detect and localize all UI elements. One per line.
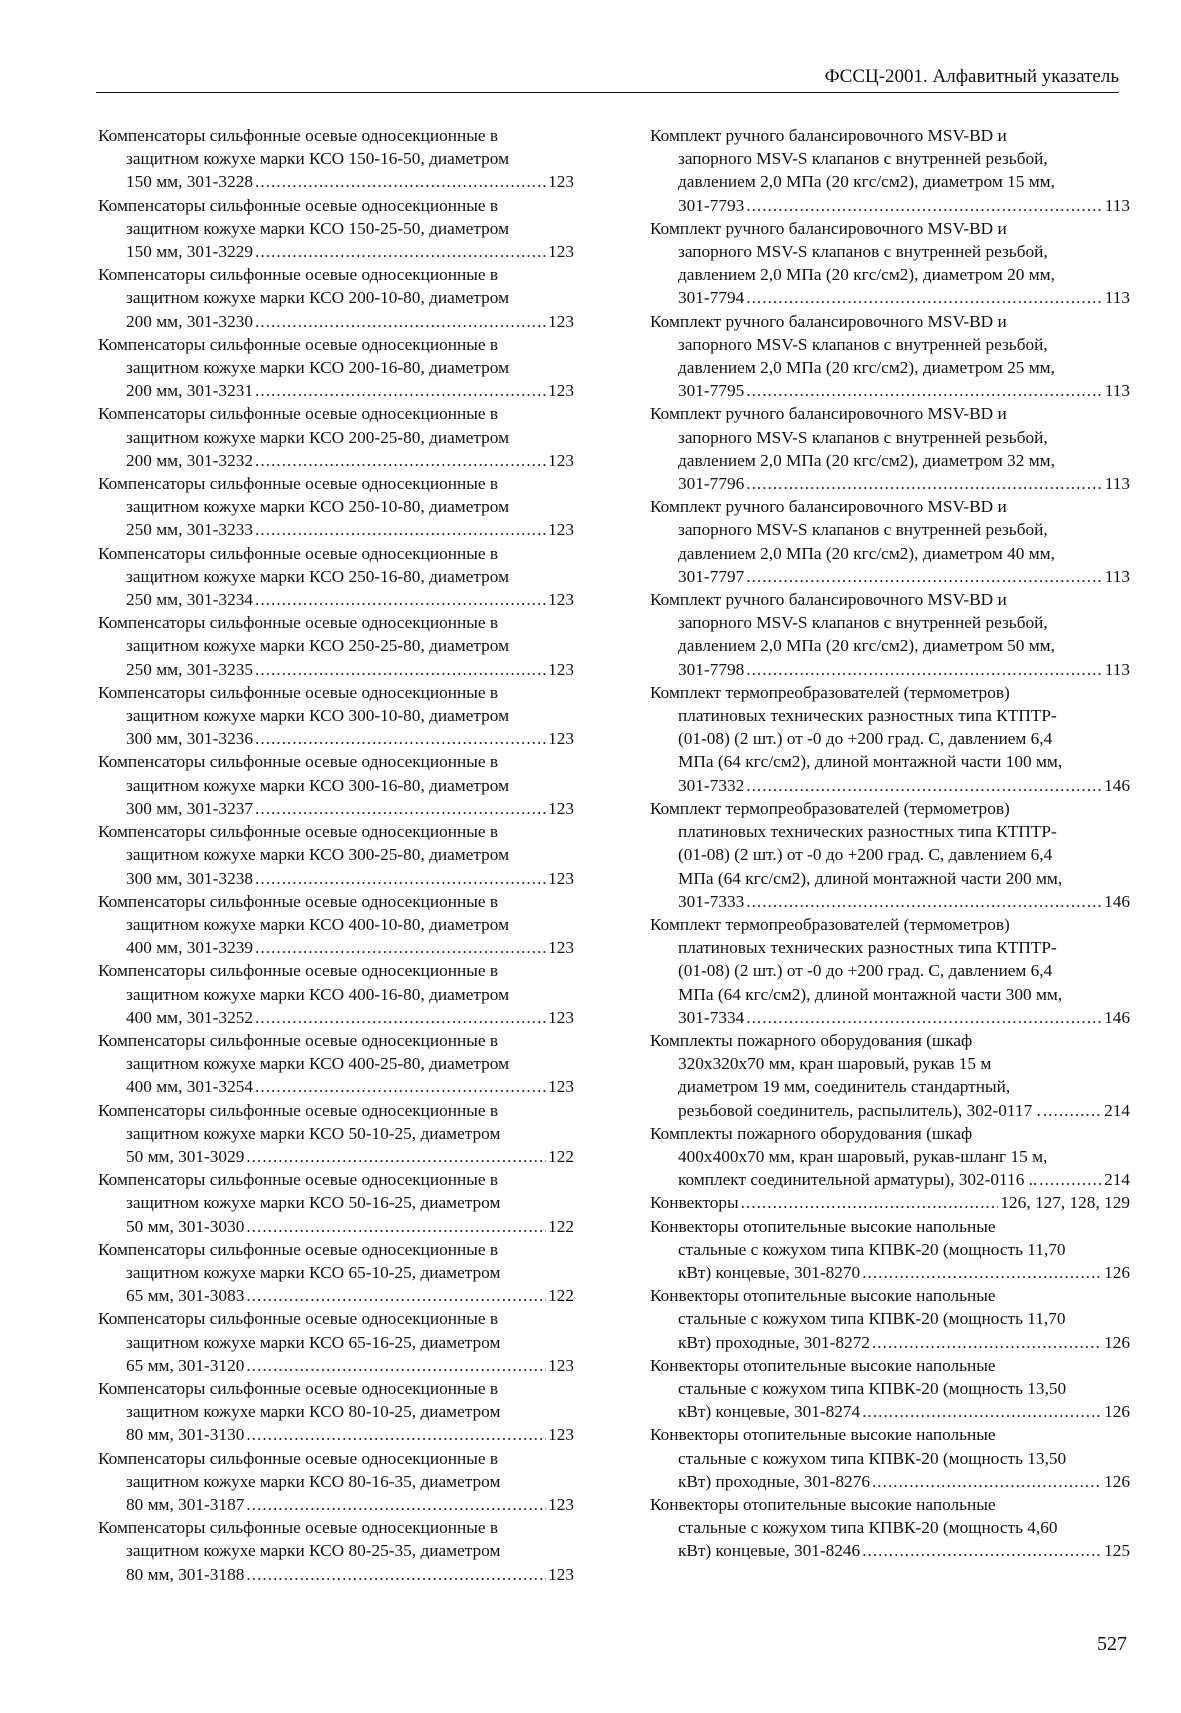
index-entry — [98, 1516, 574, 1586]
index-entry-last-line — [98, 727, 574, 750]
index-entry — [98, 1238, 574, 1308]
index-page-ref: 113 — [1104, 659, 1130, 679]
index-entry-line: Комплект ручного балансировочного MSV-BD и — [650, 218, 1007, 238]
index-entry-line: запорного MSV-S клапанов с внутренней резьбой, — [678, 427, 1048, 447]
index-entry-last-line — [650, 286, 1130, 309]
dot-leader — [255, 518, 546, 541]
dot-leader — [255, 1006, 546, 1029]
index-entry — [98, 472, 574, 542]
index-entry — [650, 1029, 1130, 1122]
index-entry — [650, 1191, 1130, 1214]
index-entry-line: платиновых технических разностных типа КТПТР- — [678, 938, 1057, 958]
index-entry-line: (01-08) (2 шт.) от -0 до +200 град. С, давлением 6,4 — [678, 845, 1053, 865]
index-entry-text: 300 мм, 301-3236 — [126, 729, 253, 749]
running-header — [96, 64, 1119, 93]
index-entry-text: 400 мм, 301-3254 — [126, 1077, 253, 1097]
dot-leader — [746, 1006, 1102, 1029]
index-entry-line: Комплект ручного балансировочного MSV-BD и — [650, 590, 1007, 610]
index-entry-last-line — [650, 1006, 1130, 1029]
index-entry-line: Компенсаторы сильфонные осевые односекционные в — [98, 474, 499, 494]
index-entry-line: защитном кожухе марки КСО 50-10-25, диаметром — [126, 1123, 501, 1143]
index-entry-line: запорного MSV-S клапанов с внутренней резьбой, — [678, 613, 1048, 633]
index-page-ref: 113 — [1104, 195, 1130, 215]
index-entry-text: Конвекторы — [650, 1193, 739, 1213]
index-entry-text: 301-7332 — [678, 775, 745, 795]
index-entry-line: Компенсаторы сильфонные осевые односекционные в — [98, 822, 499, 842]
index-entry-last-line — [98, 170, 574, 193]
index-entry-line: Компенсаторы сильфонные осевые односекционные в — [98, 1170, 499, 1190]
index-entry-line: стальные с кожухом типа КПВК-20 (мощность 13,50 — [678, 1378, 1067, 1398]
index-page-ref: 122 — [548, 1216, 574, 1236]
index-entry-last-line — [98, 379, 574, 402]
index-entry-line: защитном кожухе марки КСО 200-16-80, диаметром — [126, 358, 510, 378]
index-entry-line: давлением 2,0 МПа (20 кгс/см2), диаметром 50 мм, — [678, 636, 1055, 656]
index-entry-line: запорного MSV-S клапанов с внутренней резьбой, — [678, 520, 1048, 540]
index-entry-line: Компенсаторы сильфонные осевые односекционные в — [98, 961, 499, 981]
index-entry-line: Конвекторы отопительные высокие напольные — [650, 1216, 996, 1236]
index-entry-line: стальные с кожухом типа КПВК-20 (мощность 11,70 — [678, 1239, 1066, 1259]
index-entry-text: кВт) концевые, 301-8274 — [678, 1402, 861, 1422]
index-entry-line: (01-08) (2 шт.) от -0 до +200 град. С, давлением 6,4 — [678, 729, 1053, 749]
index-entry-last-line — [98, 1493, 574, 1516]
index-entry-line: Комплекты пожарного оборудования (шкаф — [650, 1123, 973, 1143]
dot-leader — [741, 1191, 999, 1214]
index-column-left — [98, 124, 574, 1586]
index-entry-line: защитном кожухе марки КСО 200-10-80, диаметром — [126, 288, 510, 308]
index-entry — [98, 124, 574, 194]
index-entry-line: защитном кожухе марки КСО 80-25-35, диаметром — [126, 1541, 501, 1561]
index-entry-text: 50 мм, 301-3029 — [126, 1146, 245, 1166]
index-entry-line: защитном кожухе марки КСО 80-10-25, диаметром — [126, 1402, 501, 1422]
index-entry — [98, 542, 574, 612]
index-entry — [98, 1029, 574, 1099]
dot-leader — [746, 286, 1102, 309]
dot-leader — [246, 1145, 546, 1168]
index-entry-last-line — [98, 518, 574, 541]
index-entry-text: 80 мм, 301-3130 — [126, 1425, 245, 1445]
index-entry — [98, 1377, 574, 1447]
index-entry-last-line — [98, 1215, 574, 1238]
index-entry-line: Компенсаторы сильфонные осевые односекционные в — [98, 334, 499, 354]
index-entry — [98, 402, 574, 472]
index-page-ref: 125 — [1104, 1541, 1130, 1561]
index-entry — [650, 217, 1130, 310]
index-entry — [650, 588, 1130, 681]
dot-leader — [746, 565, 1102, 588]
index-entry-text: 65 мм, 301-3083 — [126, 1286, 245, 1306]
index-entry-last-line — [650, 379, 1130, 402]
dot-leader — [246, 1563, 546, 1586]
index-page-ref: 214 — [1104, 1170, 1130, 1190]
index-page-ref: 126, 127, 128, 129 — [1000, 1193, 1130, 1213]
index-entry-text: кВт) проходные, 301-8272 — [678, 1332, 870, 1352]
index-entry — [98, 263, 574, 333]
index-page-ref: 113 — [1104, 566, 1130, 586]
index-entry-last-line — [650, 1099, 1130, 1122]
index-entry-line: Компенсаторы сильфонные осевые односекционные в — [98, 1518, 499, 1538]
dot-leader — [862, 1400, 1102, 1423]
index-entry-line: защитном кожухе марки КСО 250-16-80, диаметром — [126, 566, 510, 586]
index-page-ref: 146 — [1104, 1007, 1130, 1027]
index-entry — [98, 1307, 574, 1377]
index-entry-last-line — [650, 1191, 1130, 1214]
index-entry-line: запорного MSV-S клапанов с внутренней резьбой, — [678, 334, 1048, 354]
index-entry-line: Конвекторы отопительные высокие напольные — [650, 1286, 996, 1306]
index-entry-line: запорного MSV-S клапанов с внутренней резьбой, — [678, 149, 1048, 169]
index-entry-line: защитном кожухе марки КСО 250-10-80, диаметром — [126, 497, 510, 517]
index-entry-line: защитном кожухе марки КСО 400-16-80, диаметром — [126, 984, 510, 1004]
index-entry-last-line — [98, 240, 574, 263]
index-page-ref: 123 — [548, 1007, 574, 1027]
index-entry-line: Компенсаторы сильфонные осевые односекционные в — [98, 1239, 499, 1259]
index-entry-line: Конвекторы отопительные высокие напольные — [650, 1425, 996, 1445]
index-page-ref: 146 — [1104, 775, 1130, 795]
dot-leader — [1039, 1168, 1102, 1191]
index-entry-text: 200 мм, 301-3232 — [126, 450, 253, 470]
index-entry-line: Комплект ручного балансировочного MSV-BD и — [650, 497, 1007, 517]
dot-leader — [255, 240, 546, 263]
index-entry-last-line — [650, 1261, 1130, 1284]
index-entry-line: защитном кожухе марки КСО 400-25-80, диаметром — [126, 1054, 510, 1074]
index-entry-line: запорного MSV-S клапанов с внутренней резьбой, — [678, 242, 1048, 262]
index-entry-line: защитном кожухе марки КСО 300-25-80, диаметром — [126, 845, 510, 865]
index-entry-last-line — [98, 867, 574, 890]
index-entry-text: 200 мм, 301-3231 — [126, 381, 253, 401]
index-entry-line: давлением 2,0 МПа (20 кгс/см2), диаметром 32 мм, — [678, 450, 1055, 470]
index-entry-line: защитном кожухе марки КСО 80-16-35, диаметром — [126, 1471, 501, 1491]
index-entry-text: 250 мм, 301-3233 — [126, 520, 253, 540]
index-page-ref: 113 — [1104, 474, 1130, 494]
index-entry-line: стальные с кожухом типа КПВК-20 (мощность 4,60 — [678, 1518, 1058, 1538]
index-entry-text: 301-7793 — [678, 195, 745, 215]
index-entry-last-line — [98, 1423, 574, 1446]
index-page-ref: 123 — [548, 450, 574, 470]
index-page-ref: 146 — [1104, 891, 1130, 911]
index-entry-last-line — [650, 1331, 1130, 1354]
index-page-ref: 123 — [548, 1077, 574, 1097]
index-entry — [650, 402, 1130, 495]
index-entry-line: Комплект термопреобразователей (термометров) — [650, 798, 1010, 818]
index-entry-last-line — [98, 1006, 574, 1029]
index-entry — [650, 1423, 1130, 1493]
dot-leader — [255, 658, 546, 681]
index-entry-line: давлением 2,0 МПа (20 кгс/см2), диаметром 40 мм, — [678, 543, 1055, 563]
index-page-ref: 126 — [1104, 1262, 1130, 1282]
index-entry-line: стальные с кожухом типа КПВК-20 (мощность 13,50 — [678, 1448, 1067, 1468]
index-entry-line: Комплект ручного балансировочного MSV-BD и — [650, 311, 1007, 331]
index-entry-line: Комплекты пожарного оборудования (шкаф — [650, 1030, 973, 1050]
index-entry-line: МПа (64 кгс/см2), длиной монтажной части 300 мм, — [678, 984, 1063, 1004]
index-entry-line: защитном кожухе марки КСО 65-16-25, диаметром — [126, 1332, 501, 1352]
index-entry-line: Комплект термопреобразователей (термометров) — [650, 914, 1010, 934]
index-entry-line: Комплект термопреобразователей (термометров) — [650, 682, 1010, 702]
dot-leader — [872, 1470, 1102, 1493]
index-entry-last-line — [98, 1563, 574, 1586]
index-page-ref: 123 — [548, 1355, 574, 1375]
index-entry-last-line — [98, 936, 574, 959]
index-entry-text: 80 мм, 301-3187 — [126, 1494, 245, 1514]
index-entry — [650, 495, 1130, 588]
index-entry — [98, 194, 574, 264]
index-entry — [98, 1099, 574, 1169]
dot-leader — [872, 1331, 1102, 1354]
dot-leader — [255, 867, 546, 890]
dot-leader — [746, 472, 1102, 495]
dot-leader — [246, 1215, 546, 1238]
index-entry-text: комплект соединительной арматуры), 302-0116 .. — [678, 1170, 1038, 1190]
dot-leader — [862, 1261, 1102, 1284]
index-entry — [98, 611, 574, 681]
index-entry-last-line — [98, 1284, 574, 1307]
index-entry — [650, 1493, 1130, 1563]
index-entry-line: Конвекторы отопительные высокие напольные — [650, 1355, 996, 1375]
index-column-right — [650, 124, 1130, 1563]
index-page-ref: 123 — [548, 868, 574, 888]
index-entry-line: диаметром 19 мм, соединитель стандартный, — [678, 1077, 1011, 1097]
index-entry-last-line — [98, 658, 574, 681]
index-entry-line: Компенсаторы сильфонные осевые односекционные в — [98, 195, 499, 215]
index-entry-line: Компенсаторы сильфонные осевые односекционные в — [98, 126, 499, 145]
index-entry-text: 150 мм, 301-3229 — [126, 242, 253, 262]
dot-leader — [255, 310, 546, 333]
index-entry-text: кВт) концевые, 301-8270 — [678, 1262, 861, 1282]
index-entry-text: кВт) концевые, 301-8246 — [678, 1541, 861, 1561]
index-page-ref: 123 — [548, 590, 574, 610]
dot-leader — [746, 658, 1102, 681]
index-entry-last-line — [650, 658, 1130, 681]
index-entry-line: платиновых технических разностных типа КТПТР- — [678, 822, 1057, 842]
index-entry-line: давлением 2,0 МПа (20 кгс/см2), диаметром 20 мм, — [678, 265, 1055, 285]
dot-leader — [255, 1075, 546, 1098]
index-page-ref: 113 — [1104, 288, 1130, 308]
index-entry-text: 250 мм, 301-3235 — [126, 659, 253, 679]
index-entry-text: 150 мм, 301-3228 — [126, 172, 253, 192]
index-entry-text: 400 мм, 301-3239 — [126, 938, 253, 958]
index-page-ref: 123 — [548, 1425, 574, 1445]
index-entry-text: резьбовой соединитель, распылитель), 302-0117 . — [678, 1100, 1041, 1120]
index-entry-text: 250 мм, 301-3234 — [126, 590, 253, 610]
index-entry-line: защитном кожухе марки КСО 65-10-25, диаметром — [126, 1262, 501, 1282]
index-entry-text: 301-7797 — [678, 566, 745, 586]
index-page-ref: 123 — [548, 1564, 574, 1584]
index-entry-line: защитном кожухе марки КСО 200-25-80, диаметром — [126, 427, 510, 447]
index-entry-line: Компенсаторы сильфонные осевые односекционные в — [98, 1378, 499, 1398]
index-page-ref: 123 — [548, 1494, 574, 1514]
index-entry-text: 80 мм, 301-3188 — [126, 1564, 245, 1584]
index-entry-last-line — [98, 1075, 574, 1098]
index-entry-text: 200 мм, 301-3230 — [126, 311, 253, 331]
index-entry-line: Конвекторы отопительные высокие напольные — [650, 1494, 996, 1514]
page-number: 527 — [1097, 1633, 1127, 1655]
index-entry-last-line — [650, 1539, 1130, 1562]
index-entry-text: 301-7794 — [678, 288, 745, 308]
dot-leader — [246, 1354, 546, 1377]
dot-leader — [255, 727, 546, 750]
dot-leader — [255, 797, 546, 820]
dot-leader — [246, 1284, 546, 1307]
index-entry-last-line — [650, 1400, 1130, 1423]
dot-leader — [255, 170, 546, 193]
index-entry-line: защитном кожухе марки КСО 50-16-25, диаметром — [126, 1193, 501, 1213]
dot-leader — [255, 449, 546, 472]
index-entry-line: Комплект ручного балансировочного MSV-BD и — [650, 404, 1007, 424]
index-entry-line: давлением 2,0 МПа (20 кгс/см2), диаметром 25 мм, — [678, 358, 1055, 378]
index-entry — [98, 1168, 574, 1238]
dot-leader — [746, 379, 1102, 402]
index-entry-line: Компенсаторы сильфонные осевые односекционные в — [98, 1448, 499, 1468]
index-entry-line: Компенсаторы сильфонные осевые односекционные в — [98, 752, 499, 772]
index-entry-last-line — [98, 449, 574, 472]
header-title: ФССЦ-2001. Алфавитный указатель — [824, 66, 1119, 87]
dot-leader — [746, 774, 1102, 797]
dot-leader — [255, 379, 546, 402]
index-entry-line: МПа (64 кгс/см2), длиной монтажной части 100 мм, — [678, 752, 1063, 772]
index-entry-line: защитном кожухе марки КСО 300-10-80, диаметром — [126, 706, 510, 726]
index-entry-line: Компенсаторы сильфонные осевые односекционные в — [98, 613, 499, 633]
index-entry-line: защитном кожухе марки КСО 300-16-80, диаметром — [126, 775, 510, 795]
dot-leader — [255, 588, 546, 611]
index-entry-text: 65 мм, 301-3120 — [126, 1355, 245, 1375]
index-entry-text: 301-7796 — [678, 474, 745, 494]
index-entry-last-line — [98, 797, 574, 820]
index-entry — [650, 681, 1130, 797]
index-entry-last-line — [650, 890, 1130, 913]
index-page-ref: 123 — [548, 798, 574, 818]
index-entry-line: платиновых технических разностных типа КТПТР- — [678, 706, 1057, 726]
index-page-ref: 123 — [548, 938, 574, 958]
index-entry-last-line — [650, 565, 1130, 588]
index-entry-text: 301-7798 — [678, 659, 745, 679]
index-entry-last-line — [650, 1470, 1130, 1493]
index-entry-text: 50 мм, 301-3030 — [126, 1216, 245, 1236]
index-page-ref: 123 — [548, 659, 574, 679]
dot-leader — [246, 1493, 546, 1516]
dot-leader — [246, 1423, 546, 1446]
index-entry-line: Компенсаторы сильфонные осевые односекционные в — [98, 1100, 499, 1120]
index-entry-line: 400x400x70 мм, кран шаровый, рукав-шланг 15 м, — [678, 1146, 1048, 1166]
index-page-ref: 123 — [548, 381, 574, 401]
index-entry-text: 300 мм, 301-3238 — [126, 868, 253, 888]
index-entry-last-line — [650, 1168, 1130, 1191]
index-entry — [98, 820, 574, 890]
index-entry — [650, 124, 1130, 217]
index-entry-line: давлением 2,0 МПа (20 кгс/см2), диаметром 15 мм, — [678, 172, 1055, 192]
index-entry-last-line — [650, 774, 1130, 797]
index-page-ref: 122 — [548, 1286, 574, 1306]
index-entry-line: Компенсаторы сильфонные осевые односекционные в — [98, 265, 499, 285]
index-entry-last-line — [98, 310, 574, 333]
index-page-ref: 123 — [548, 729, 574, 749]
dot-leader — [1043, 1099, 1102, 1122]
index-page-ref: 123 — [548, 520, 574, 540]
index-entry — [98, 333, 574, 403]
index-page-ref: 126 — [1104, 1402, 1130, 1422]
index-entry-line: Компенсаторы сильфонные осевые односекционные в — [98, 404, 499, 424]
index-entry-line: Комплект ручного балансировочного MSV-BD и — [650, 126, 1007, 145]
dot-leader — [862, 1539, 1102, 1562]
index-entry-last-line — [98, 1354, 574, 1377]
index-entry-line: Компенсаторы сильфонные осевые односекционные в — [98, 682, 499, 702]
index-entry-line: МПа (64 кгс/см2), длиной монтажной части 200 мм, — [678, 868, 1063, 888]
index-entry — [650, 1284, 1130, 1354]
index-entry-line: Компенсаторы сильфонные осевые односекционные в — [98, 1030, 499, 1050]
dot-leader — [255, 936, 546, 959]
index-entry-text: 300 мм, 301-3237 — [126, 798, 253, 818]
index-entry-line: защитном кожухе марки КСО 150-16-50, диаметром — [126, 149, 510, 169]
index-page-ref: 123 — [548, 311, 574, 331]
index-entry-line: 320x320x70 мм, кран шаровый, рукав 15 м — [678, 1054, 992, 1074]
index-entry-last-line — [98, 1145, 574, 1168]
index-entry — [650, 1354, 1130, 1424]
index-page-ref: 126 — [1104, 1332, 1130, 1352]
index-entry-last-line — [650, 472, 1130, 495]
index-entry — [98, 1447, 574, 1517]
index-entry-line: (01-08) (2 шт.) от -0 до +200 град. С, давлением 6,4 — [678, 961, 1053, 981]
index-entry-text: 301-7333 — [678, 891, 745, 911]
index-entry — [650, 1215, 1130, 1285]
dot-leader — [746, 890, 1102, 913]
index-entry-line: Компенсаторы сильфонные осевые односекционные в — [98, 543, 499, 563]
index-entry-line: защитном кожухе марки КСО 400-10-80, диаметром — [126, 914, 510, 934]
index-entry — [650, 310, 1130, 403]
index-page-ref: 123 — [548, 172, 574, 192]
index-entry-line: стальные с кожухом типа КПВК-20 (мощность 11,70 — [678, 1309, 1066, 1329]
index-page-ref: 123 — [548, 242, 574, 262]
index-entry-line: защитном кожухе марки КСО 250-25-80, диаметром — [126, 636, 510, 656]
index-entry — [650, 797, 1130, 913]
index-entry — [98, 890, 574, 960]
index-page-ref: 122 — [548, 1146, 574, 1166]
index-entry-line: Компенсаторы сильфонные осевые односекционные в — [98, 1309, 499, 1329]
index-entry-last-line — [650, 194, 1130, 217]
index-entry — [98, 959, 574, 1029]
index-page-ref: 214 — [1104, 1100, 1130, 1120]
index-entry — [650, 913, 1130, 1029]
dot-leader — [746, 194, 1102, 217]
index-entry-last-line — [98, 588, 574, 611]
index-entry-text: 301-7795 — [678, 381, 745, 401]
index-page-ref: 126 — [1104, 1471, 1130, 1491]
index-entry-line: защитном кожухе марки КСО 150-25-50, диаметром — [126, 218, 510, 238]
index-entry — [650, 1122, 1130, 1192]
index-page-ref: 113 — [1104, 381, 1130, 401]
index-entry — [98, 681, 574, 751]
index-entry-line: Компенсаторы сильфонные осевые односекционные в — [98, 891, 499, 911]
index-entry-text: 400 мм, 301-3252 — [126, 1007, 253, 1027]
index-entry-text: кВт) проходные, 301-8276 — [678, 1471, 870, 1491]
index-entry — [98, 750, 574, 820]
index-entry-text: 301-7334 — [678, 1007, 745, 1027]
